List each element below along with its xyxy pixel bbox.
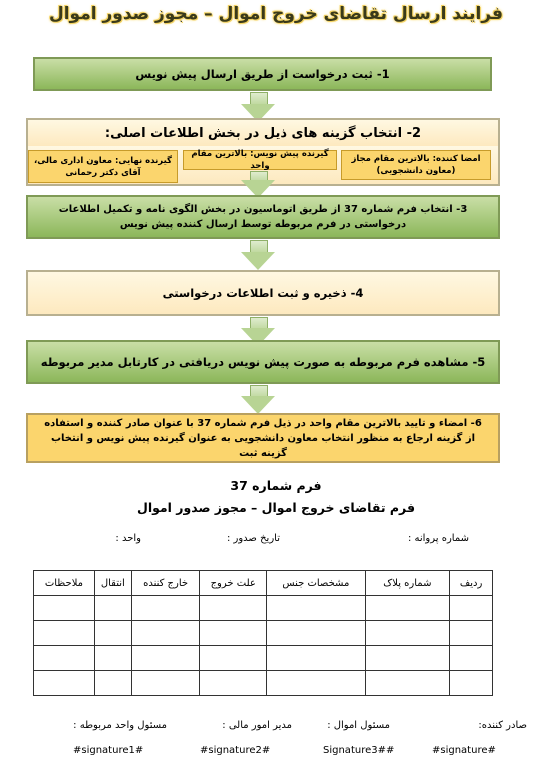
table-cell[interactable]	[34, 621, 95, 646]
table-row	[34, 621, 493, 646]
step-1-box	[33, 57, 492, 91]
step-2-option-signer	[341, 150, 491, 180]
step-5-box	[26, 340, 500, 384]
table-row	[34, 596, 493, 621]
table-cell[interactable]	[34, 646, 95, 671]
table-cell[interactable]	[267, 621, 366, 646]
option-signer-text: امضا کننده: بالاترین مقام مجاز (معاون دانشجویی)	[351, 154, 481, 176]
table-cell[interactable]	[200, 646, 267, 671]
form-name: فرم تقاضای خروج اموال – مجوز صدور اموال	[136, 500, 416, 515]
table-cell[interactable]	[450, 671, 493, 696]
table-cell[interactable]	[34, 671, 95, 696]
signature-value-asset-officer: Signature3##	[323, 745, 395, 756]
step-3-box	[26, 195, 500, 239]
license-number-label: شماره پروانه :	[407, 533, 469, 544]
table-header-row	[34, 571, 493, 596]
step-5-text: 5- مشاهده فرم مربوطه به صورت پیش نویس دریافتی در کارتابل مدیر مربوطه	[40, 355, 486, 369]
page-title: فرایند ارسال تقاضای خروج اموال – مجوز صدور اموال	[48, 4, 504, 24]
table-cell[interactable]	[267, 671, 366, 696]
col-header-notes: ملاحظات	[34, 571, 95, 596]
table-cell[interactable]	[267, 646, 366, 671]
table-cell[interactable]	[450, 646, 493, 671]
signature-value-finance-manager: #signature2#	[200, 745, 271, 756]
issue-date-label: تاریخ صدور :	[226, 533, 280, 544]
table-row	[34, 671, 493, 696]
step-2-option-final-recipient	[28, 150, 178, 183]
table-cell[interactable]	[131, 596, 200, 621]
option-final-recipient-text: گیرنده نهایی: معاون اداری مالی، آقای دکتر رحمانی	[34, 155, 172, 178]
table-cell[interactable]	[450, 596, 493, 621]
signature-label-issuer: صادر کننده:	[478, 720, 527, 731]
step-1-text: 1- ثبت درخواست از طریق ارسال پیش نویس	[135, 67, 390, 81]
table-cell[interactable]	[365, 646, 450, 671]
step-3-text: 3- انتخاب فرم شماره 37 از طریق اتوماسیون در بخش الگوی نامه و تکمیل اطلاعات درخواستی در فرم مربوطه توسط ارسال کننده پیش نویس	[58, 204, 468, 230]
table-cell[interactable]	[131, 671, 200, 696]
col-header-item-specs: مشخصات جنس	[267, 571, 366, 596]
col-header-exit-reason: علت خروج	[200, 571, 267, 596]
assets-table	[33, 570, 493, 696]
table-cell[interactable]	[365, 671, 450, 696]
signature-label-asset-officer: مسئول اموال :	[327, 720, 390, 731]
step-4-box	[26, 270, 500, 316]
signature-value-issuer: #signature#	[432, 745, 496, 756]
table-cell[interactable]	[131, 621, 200, 646]
step-6-box	[26, 413, 500, 463]
table-cell[interactable]	[94, 621, 131, 646]
table-cell[interactable]	[131, 646, 200, 671]
table-cell[interactable]	[450, 621, 493, 646]
step-2-text: 2- انتخاب گزینه های ذیل در بخش اطلاعات اصلی:	[104, 125, 422, 141]
table-cell[interactable]	[365, 621, 450, 646]
option-draft-recipient-text: گیرنده پیش نویس: بالاترین مقام واحد	[191, 149, 329, 171]
col-header-row-number: ردیف	[450, 571, 493, 596]
signature-label-unit-officer: مسئول واحد مربوطه :	[73, 720, 167, 731]
table-cell[interactable]	[267, 596, 366, 621]
col-header-plate-number: شماره پلاک	[365, 571, 450, 596]
unit-label: واحد :	[115, 533, 141, 544]
table-cell[interactable]	[200, 596, 267, 621]
step-2-box	[26, 118, 500, 148]
col-header-remover: خارج کننده	[131, 571, 200, 596]
table-cell[interactable]	[200, 621, 267, 646]
signature-label-finance-manager: مدیر امور مالی :	[222, 720, 292, 731]
step-2-option-draft-recipient	[183, 150, 337, 170]
step-4-text: 4- ذخیره و ثبت اطلاعات درخواستی	[162, 286, 364, 300]
step-6-text: 6- امضاء و تایید بالاترین مقام واحد در ذیل فرم شماره 37 با عنوان صادر کننده و استفاده از گزینه ارجاع به منظور انتخاب معاون دانشجویی به عنوان گیرنده پیش نویس و انتخاب گزینه ثبت	[44, 417, 482, 459]
table-cell[interactable]	[94, 671, 131, 696]
table-cell[interactable]	[200, 671, 267, 696]
form-number: فرم شماره 37	[230, 478, 322, 493]
table-cell[interactable]	[34, 596, 95, 621]
table-cell[interactable]	[94, 596, 131, 621]
table-cell[interactable]	[94, 646, 131, 671]
table-row	[34, 646, 493, 671]
table-cell[interactable]	[365, 596, 450, 621]
signature-value-unit-officer: #signature1#	[73, 745, 144, 756]
col-header-transfer: انتقال	[94, 571, 131, 596]
